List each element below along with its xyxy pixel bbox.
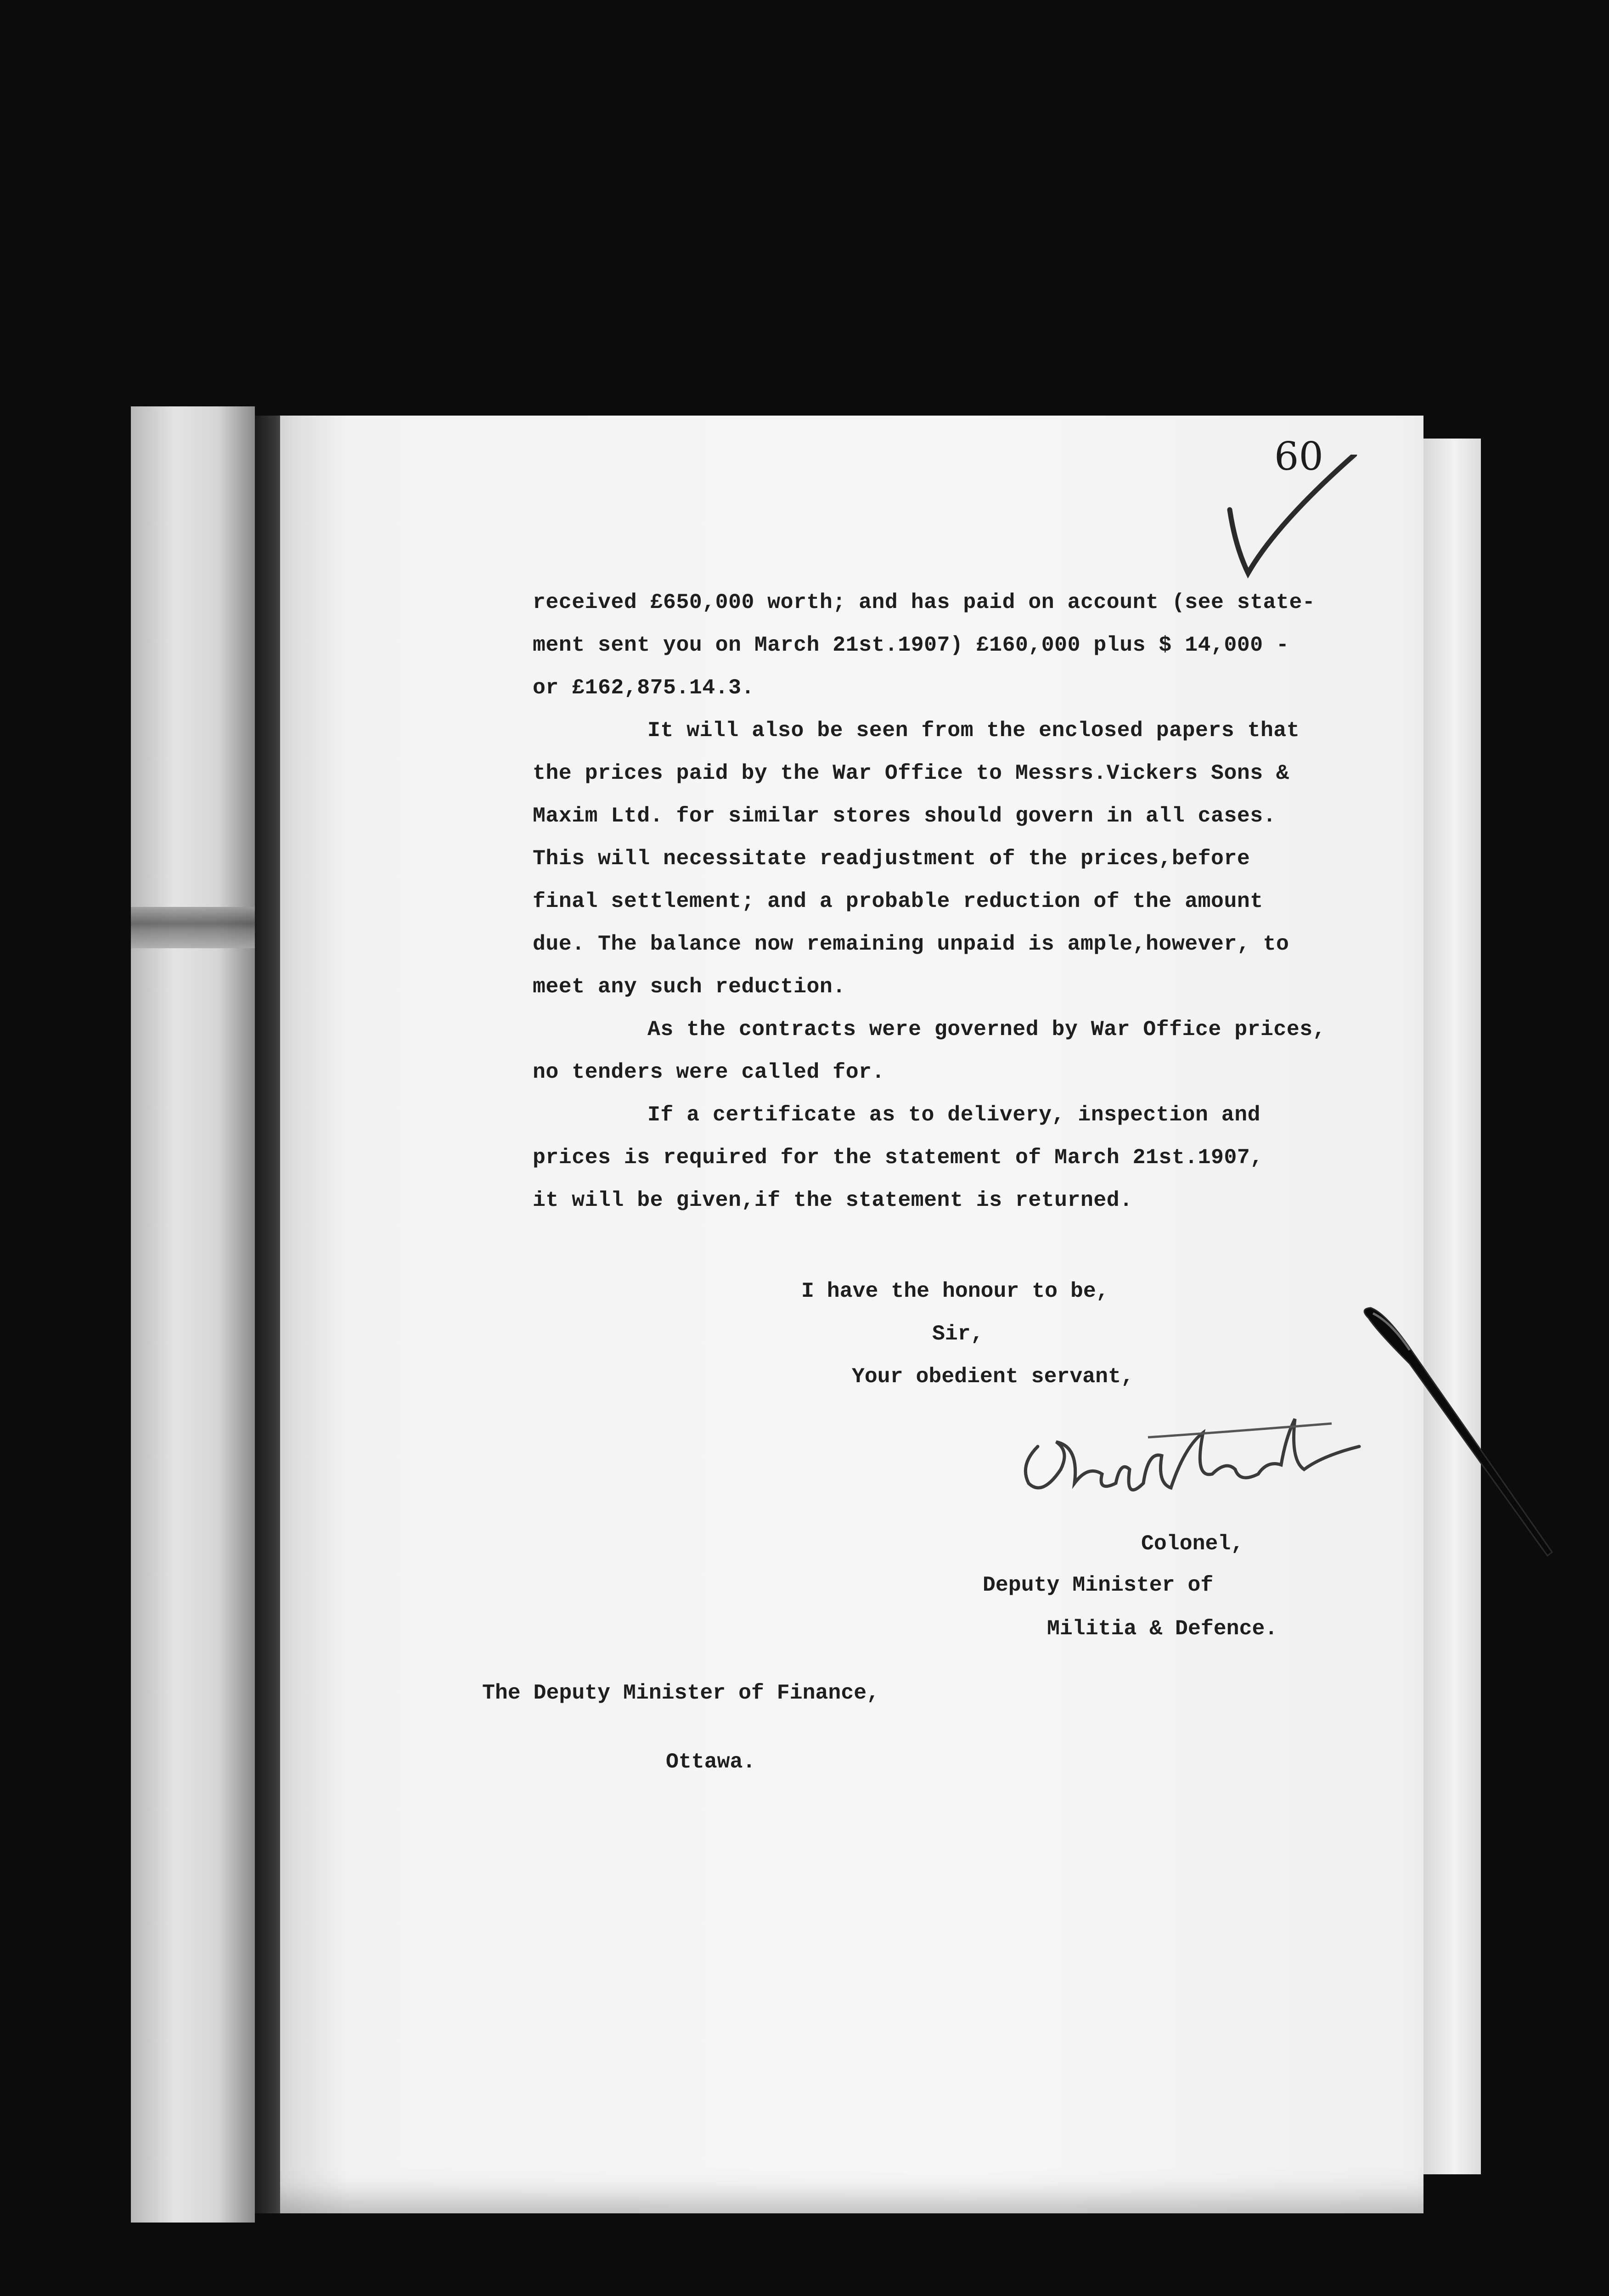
signatory-rank: Colonel,: [1141, 1531, 1244, 1556]
letter-line: no tenders were called for.: [533, 1060, 885, 1084]
facing-page-edge: [131, 406, 255, 2223]
letter-line: received £650,000 worth; and has paid on account (see state-: [533, 590, 1316, 614]
closing-line: I have the honour to be,: [801, 1279, 1109, 1303]
letter-line: it will be given,if the statement is returned.: [533, 1188, 1133, 1212]
page-smudge: [131, 907, 255, 948]
letter-line: If a certificate as to delivery, inspection and: [647, 1103, 1261, 1127]
letter-line: Maxim Ltd. for similar stores should govern in all cases.: [533, 804, 1277, 828]
letter-line: prices is required for the statement of March 21st.1907,: [533, 1145, 1263, 1170]
letter-line: the prices paid by the War Office to Messrs.Vickers Sons &: [533, 761, 1289, 785]
addressee-city: Ottawa.: [666, 1750, 756, 1774]
pen: [1359, 1304, 1561, 1561]
letter-body: [533, 581, 1359, 1221]
signature: [1010, 1391, 1368, 1529]
letter-line: ment sent you on March 21st.1907) £160,000 plus $ 14,000 -: [533, 633, 1289, 657]
signatory-title: Militia & Defence.: [1047, 1616, 1278, 1641]
closing-line: Your obedient servant,: [852, 1364, 1134, 1389]
addressee-line: The Deputy Minister of Finance,: [482, 1681, 880, 1705]
letter-line: due. The balance now remaining unpaid is ample,however, to: [533, 932, 1289, 956]
letter-line: As the contracts were governed by War Office prices,: [647, 1017, 1326, 1041]
signatory-title: Deputy Minister of: [983, 1573, 1214, 1597]
checkmark-icon: [1221, 455, 1359, 583]
letter-line: It will also be seen from the enclosed papers that: [647, 718, 1300, 743]
letter-line: final settlement; and a probable reduction of the amount: [533, 889, 1263, 913]
page-number: 60: [1274, 434, 1323, 479]
letter-line: This will necessitate readjustment of the prices,before: [533, 846, 1250, 871]
letter-line: meet any such reduction.: [533, 974, 846, 999]
letter-line: or £162,875.14.3.: [533, 675, 754, 700]
closing-salutation: Sir,: [932, 1322, 984, 1346]
